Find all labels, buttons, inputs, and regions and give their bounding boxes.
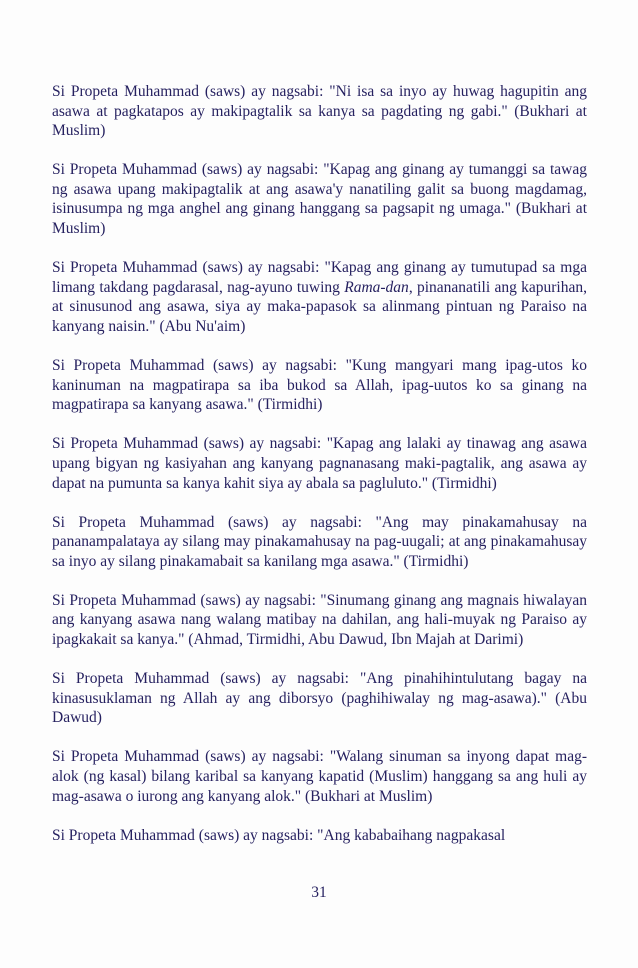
hadith-paragraph-2: Si Propeta Muhammad (saws) ay nagsabi: "Kapag ang ginang ay tumanggi sa tawag ng asawa upang makipagtalik at ang asawa'y nanatiling galit sa buong magdamag, isinusumpa ng mga anghel ang ginang hanggang sa pagsapit ng umaga." (Bukhari at Muslim)	[52, 161, 587, 238]
ramadan-italic: Rama-dan	[344, 278, 409, 296]
hadith-paragraph-5: Si Propeta Muhammad (saws) ay nagsabi: "Kapag ang lalaki ay tinawag ang asawa upang bigyan ng kasiyahan ang kanyang pagnanasang maki-pagtalik, ang asawa ay dapat na pumunta sa kanya kahit siya ay abala sa pagluluto." (Tirmidhi)	[52, 435, 587, 492]
hadith-paragraph-7: Si Propeta Muhammad (saws) ay nagsabi: "Sinumang ginang ang magnais hiwalayan ang kanyang asawa nang walang matibay na dahilan, ang hali-muyak ng Paraiso ay ipagkakait sa kanya." (Ahmad, Tirmidhi, Abu Dawud, Ibn Majah at Darimi)	[52, 591, 587, 649]
hadith-paragraph-4: Si Propeta Muhammad (saws) ay nagsabi: "Kung mangyari mang ipag-utos ko kaninuman na magpatirapa sa iba bukod sa Allah, ipag-uutos ko sa ginang na magpatirapa sa kanyang asawa." (Tirmidhi)	[52, 357, 587, 414]
hadith-paragraph-3-end: , pinananatili ang kapurihan, at sinusunod ang asawa, siya ay maka-papasok sa alinmang pintuan ng Paraiso na kanyang naisin." (Abu Nu'aim)	[52, 278, 587, 335]
hadith-paragraph-3	[52, 258, 587, 336]
hadith-paragraph-10: Si Propeta Muhammad (saws) ay nagsabi: "Ang kababaihang nagpakasal	[52, 826, 506, 844]
hadith-paragraph-9: Si Propeta Muhammad (saws) ay nagsabi: "Walang sinuman sa inyong dapat mag-alok (ng kasal) bilang karibal sa kanyang kapatid (Muslim) hanggang sa ang huli ay mag-asawa o iurong ang kanyang alok." (Bukhari at Muslim)	[52, 748, 587, 805]
hadith-paragraph-6: Si Propeta Muhammad (saws) ay nagsabi: "Ang may pinakamahusay na pananampalataya ay silang may pinakamahusay na pag-uugali; at ang pinakamahusay sa inyo ay silang pinakamabait sa kanilang mga asawa." (Tirmidhi)	[52, 513, 587, 570]
page-number: 31	[311, 884, 327, 901]
body-text	[52, 82, 587, 845]
hadith-paragraph-8: Si Propeta Muhammad (saws) ay nagsabi: "Ang pinahihintulutang bagay na kinasusuklaman ng Allah ay ang diborsyo (paghihiwalay ng mag-asawa)." (Abu Dawud)	[52, 670, 587, 727]
hadith-paragraph-1: Si Propeta Muhammad (saws) ay nagsabi: "Ni isa sa inyo ay huwag hagupitin ang asawa at pagkatapos ay makipagtalik sa kanya sa pagdating ng gabi." (Bukhari at Muslim)	[52, 83, 587, 140]
hadith-paragraph-3-start: Si Propeta Muhammad (saws) ay nagsabi: "Kapag ang ginang ay tumutupad sa mga limang takdang pagdarasal, nag-ayuno tuwing	[52, 259, 587, 296]
